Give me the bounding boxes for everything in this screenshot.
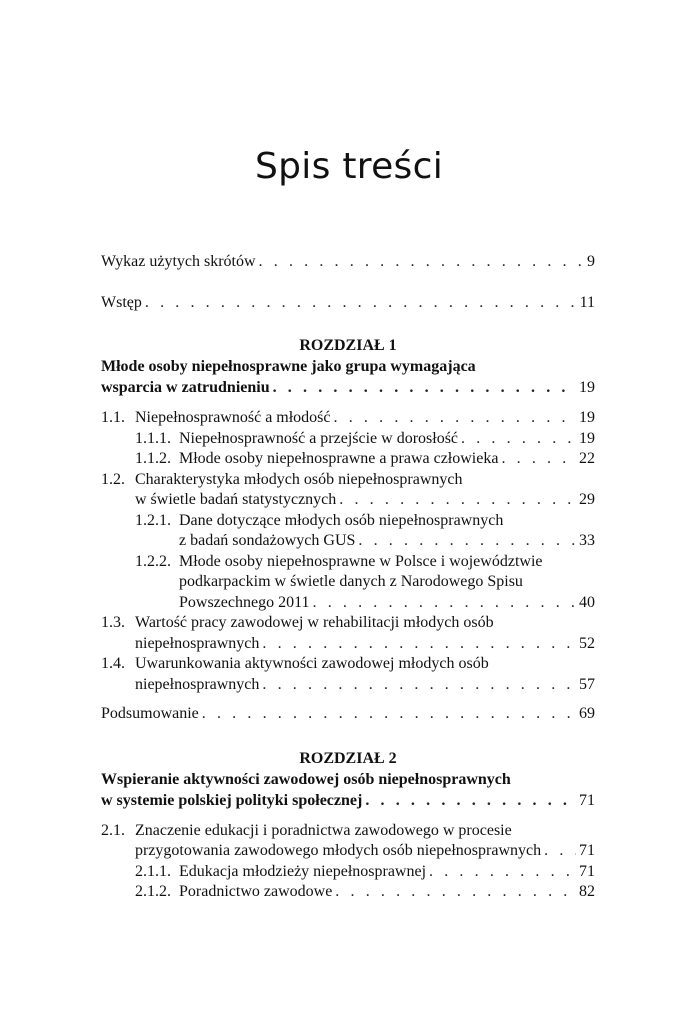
toc-entry-text: Młode osoby niepełnosprawne w Polsce i województwie xyxy=(179,552,543,570)
toc-page-number: 40 xyxy=(579,593,595,611)
toc-entry-text: Dane dotyczące młodych osób niepełnosprawnych xyxy=(179,511,504,529)
toc-entry-text: Niepełnosprawność a młodość xyxy=(135,409,331,426)
chapter-title[interactable] xyxy=(101,356,595,398)
toc-page-number: 22 xyxy=(579,450,595,467)
toc-entry-wstep[interactable] xyxy=(101,293,595,314)
dot-leader xyxy=(334,408,576,429)
chapter-title-line: w systemie polskiej polityki społecznej xyxy=(101,791,363,809)
toc-entry-text: niepełnosprawnych xyxy=(135,634,260,652)
section-number: 2.1.1. xyxy=(135,862,171,880)
toc-entry-1-1-1[interactable] xyxy=(101,429,595,450)
toc-entry-text: Młode osoby niepełnosprawne a prawa człowieka xyxy=(179,450,499,467)
toc-page-number: 29 xyxy=(579,491,595,508)
toc-entry-text: Wartość pracy zawodowej w rehabilitacji młodych osób xyxy=(135,614,494,631)
section-number: 1.1. xyxy=(101,409,125,426)
toc-entry-text: niepełnosprawnych xyxy=(135,675,260,693)
dot-leader xyxy=(313,593,577,614)
dot-leader xyxy=(501,449,576,470)
toc-page-number: 71 xyxy=(579,862,595,880)
toc-entry-text: Znaczenie edukacji i poradnictwa zawodowego w procesie xyxy=(135,821,512,839)
toc-entry-text: Wstęp xyxy=(101,293,142,311)
dot-leader xyxy=(544,841,576,862)
toc-page-number: 71 xyxy=(579,842,595,859)
toc-page-number: 19 xyxy=(579,409,595,426)
dot-leader xyxy=(358,531,576,552)
section-number: 2.1. xyxy=(101,821,125,839)
toc-page-number: 57 xyxy=(579,675,595,693)
toc-page-number: 33 xyxy=(579,532,595,549)
section-number: 1.4. xyxy=(101,655,125,672)
toc-entry-1-2-1[interactable] xyxy=(101,511,595,552)
chapter-title[interactable] xyxy=(101,769,595,811)
section-number: 1.2.2. xyxy=(135,552,171,570)
chapter-label: ROZDZIAŁ 1 xyxy=(299,337,397,354)
toc-entry-text: Powszechnego 2011 xyxy=(179,593,310,611)
toc-entry-text: Charakterystyka młodych osób niepełnosprawnych xyxy=(135,470,463,488)
section-number: 1.1.1. xyxy=(135,429,171,447)
toc-entry-1-2-2[interactable] xyxy=(101,552,595,614)
dot-leader xyxy=(262,634,576,655)
toc-entry-2-1-2[interactable] xyxy=(101,882,595,903)
toc-entry-text: Edukacja młodzieży niepełnosprawnej xyxy=(179,862,427,880)
dot-leader xyxy=(145,293,577,314)
toc-page-number: 19 xyxy=(579,379,595,396)
dot-leader xyxy=(339,490,576,511)
toc-entry-text: Wykaz użytych skrótów xyxy=(101,253,256,270)
dot-leader xyxy=(461,429,576,450)
dot-leader xyxy=(262,675,576,696)
toc-entry-text: w świetle badań statystycznych xyxy=(135,491,337,508)
chapter-title-line: Młode osoby niepełnosprawne jako grupa wymagająca xyxy=(101,358,476,375)
dot-leader xyxy=(202,704,576,725)
dot-leader xyxy=(335,882,576,903)
toc-entry-1-3[interactable] xyxy=(101,613,595,654)
section-number: 2.1.2. xyxy=(135,883,171,900)
toc-entry-text: przygotowania zawodowego młodych osób niepełnosprawnych xyxy=(135,842,542,859)
section-number: 1.1.2. xyxy=(135,450,171,467)
toc-entry-1-2[interactable] xyxy=(101,470,595,511)
toc-entry-wykaz[interactable] xyxy=(101,252,595,273)
toc-entry-text: Niepełnosprawność a przejście w dorosłość xyxy=(179,429,459,447)
dot-leader xyxy=(365,790,576,811)
toc-entry-text: Uwarunkowania aktywności zawodowej młodych osób xyxy=(135,655,489,672)
toc-entry-text: podkarpackim w świetle danych z Narodowego Spisu xyxy=(179,573,523,590)
dot-leader xyxy=(259,252,584,273)
toc-entry-1-4[interactable] xyxy=(101,654,595,695)
toc-page-number: 19 xyxy=(579,429,595,447)
chapter-label: ROZDZIAŁ 2 xyxy=(299,749,397,767)
toc-entry-text: Podsumowanie xyxy=(101,705,199,722)
section-number: 1.2.1. xyxy=(135,511,171,529)
toc-entry-1-1-2[interactable] xyxy=(101,449,595,470)
toc-page-number: 11 xyxy=(579,293,595,311)
toc-entry-text: z badań sondażowych GUS xyxy=(179,532,356,549)
toc-page-number: 82 xyxy=(579,883,595,900)
toc-entry-text: Poradnictwo zawodowe xyxy=(179,883,333,900)
section-number: 1.3. xyxy=(101,614,125,631)
toc-entry-1-1[interactable] xyxy=(101,408,595,429)
toc-entry-2-1[interactable] xyxy=(101,821,595,862)
section-number: 1.2. xyxy=(101,470,125,488)
dot-leader xyxy=(273,377,576,398)
toc-page-number: 9 xyxy=(587,253,595,270)
toc-page-number: 69 xyxy=(579,705,595,722)
dot-leader xyxy=(429,862,576,883)
page-title: Spis treści xyxy=(254,146,444,187)
toc-page-number: 71 xyxy=(579,791,595,809)
chapter-title-line: Wspieranie aktywności zawodowej osób niepełnosprawnych xyxy=(101,770,511,788)
toc-page-number: 52 xyxy=(579,634,595,652)
table-of-contents xyxy=(101,252,595,903)
toc-entry-2-1-1[interactable] xyxy=(101,862,595,883)
chapter-title-line: wsparcia w zatrudnieniu xyxy=(101,379,270,396)
toc-entry-podsumowanie[interactable] xyxy=(101,704,595,725)
